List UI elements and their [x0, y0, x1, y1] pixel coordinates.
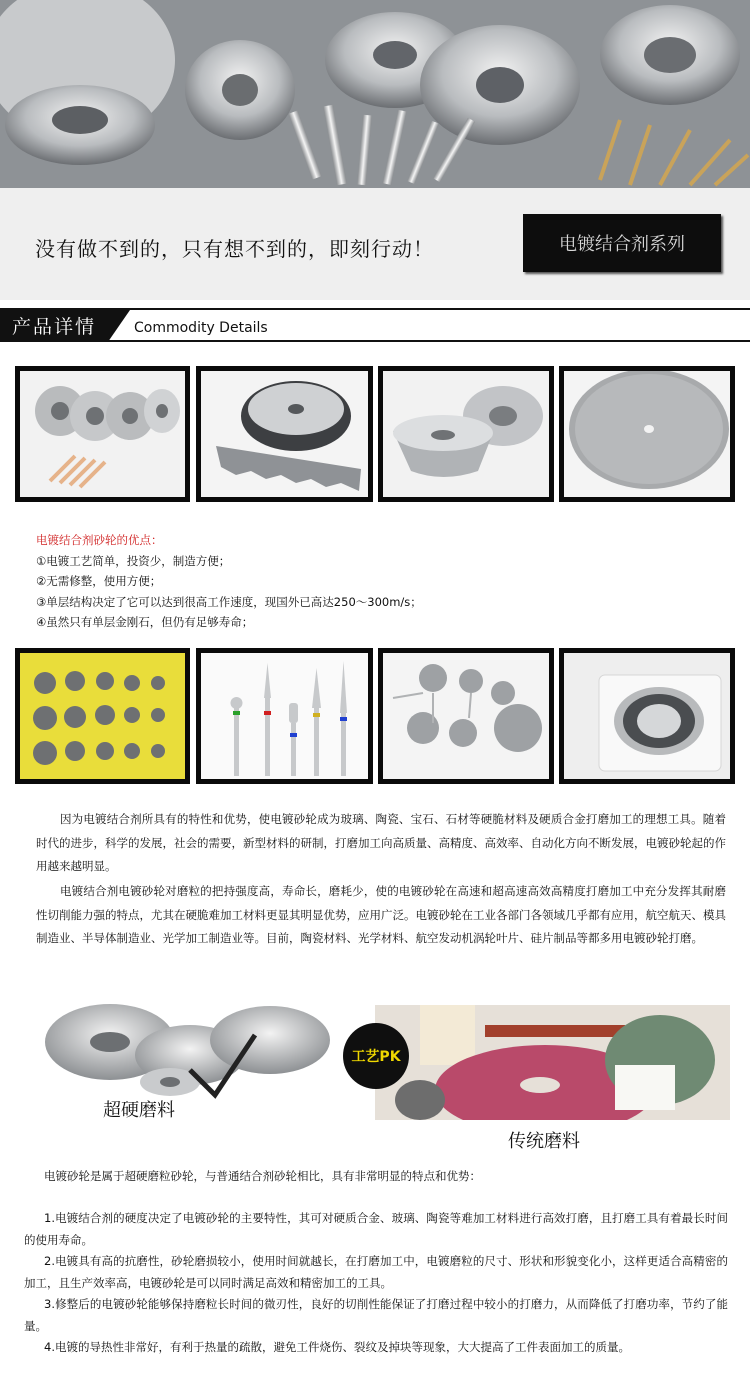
features-intro-text: 电镀砂轮是属于超硬磨粒砂轮，与普通结合剂砂轮相比，具有非常明显的特点和优势： — [44, 1169, 481, 1183]
traditional-abrasive-photo — [375, 1005, 730, 1120]
section-divider-bottom — [0, 340, 750, 342]
pk-badge: 工艺PK — [343, 1023, 409, 1089]
product-photo-mounted-points — [15, 648, 190, 784]
product-photo-flat-disc — [559, 366, 735, 502]
intro-paragraph-2: 电镀结合剂电镀砂轮对磨粒的把持强度高，寿命长，磨耗少，使的电镀砂轮在高速和超高速高效高精度打磨加工中充分发挥其耐磨性切削能力强的特点，尤其在硬脆难加工材料更显其明显优势，应用广泛。电镀砂轮在工业各部门各领域几乎都有应用，航空航天、模具制造业、半导体制造业、光学加工制造业等。目前，陶瓷材料、光学材料、航空发动机涡轮叶片、硅片制品等都多用电镀砂轮打磨。 — [36, 884, 726, 945]
series-button[interactable]: 电镀结合剂系列 — [523, 214, 721, 272]
feature-item: 3.修整后的电镀砂轮能够保持磨粒长时间的微刃性，良好的切削性能保证了打磨过程中较小的打磨力，从而降低了打磨功率，节约了能量。 — [24, 1297, 728, 1333]
superhard-abrasive-photo — [40, 1000, 340, 1100]
traditional-abrasive-label: 传统磨料 — [508, 1131, 580, 1152]
feature-item: 2.电镀具有高的抗磨性，砂轮磨损较小，使用时间就越长，在打磨加工中，电镀磨粒的尺寸、形状和形貌变化小，这样更适合高精密的加工，且生产效率高，电镀砂轮是可以同时满足高效和精密加工的工具。 — [24, 1254, 728, 1290]
section-title-en: Commodity Details — [134, 320, 268, 336]
product-photo-cutting-discs — [378, 648, 554, 784]
advantage-item: ①电镀工艺简单，投资少，制造方便； — [36, 553, 231, 568]
product-photo-profile-wheel — [196, 366, 373, 502]
hero-product-photo — [0, 0, 750, 188]
advantage-item: ④虽然只有单层金刚石，但仍有足够寿命； — [36, 615, 254, 629]
advantage-item: ②无需修整，使用方便； — [36, 574, 162, 588]
advantages-title: 电镀结合剂砂轮的优点： — [36, 533, 163, 547]
advantages-block — [36, 530, 422, 633]
product-photo-wheels-set — [15, 366, 190, 502]
features-intro — [24, 1166, 728, 1188]
feature-item: 4.电镀的导热性非常好，有利于热量的疏散，避免工件烧伤、裂纹及掉块等现象，大大提高了工件表面加工的质量。 — [44, 1340, 630, 1354]
superhard-abrasive-label: 超硬磨料 — [103, 1100, 175, 1121]
features-list — [24, 1208, 728, 1359]
product-photo-burs — [196, 648, 373, 784]
intro-paragraph-1: 因为电镀结合剂所具有的特性和优势，使电镀砂轮成为玻璃、陶瓷、宝石、石材等硬脆材料及硬质合金打磨加工的理想工具。随着时代的进步，科学的发展，社会的需要，新型材料的研制，打磨加工向高质量、高精度、高效率、自动化方向不断发展，电镀砂轮起的作用越来越明显。 — [36, 812, 726, 873]
advantage-item: ③单层结构决定了它可以达到很高工作速度，现国外已高达250～300m/s； — [36, 594, 422, 609]
section-divider-top — [0, 308, 750, 310]
section-title-cn: 产品详情 — [12, 316, 97, 338]
product-photo-cup-wheels — [378, 366, 554, 502]
product-photo-packaged-wheel — [559, 648, 735, 784]
slogan-text: 没有做不到的，只有想不到的，即刻行动！ — [35, 237, 434, 261]
feature-item: 1.电镀结合剂的硬度决定了电镀砂轮的主要特性，其可对硬质合金、玻璃、陶瓷等难加工材料进行高效打磨，且打磨工具有着最长时间的使用寿命。 — [24, 1211, 728, 1247]
